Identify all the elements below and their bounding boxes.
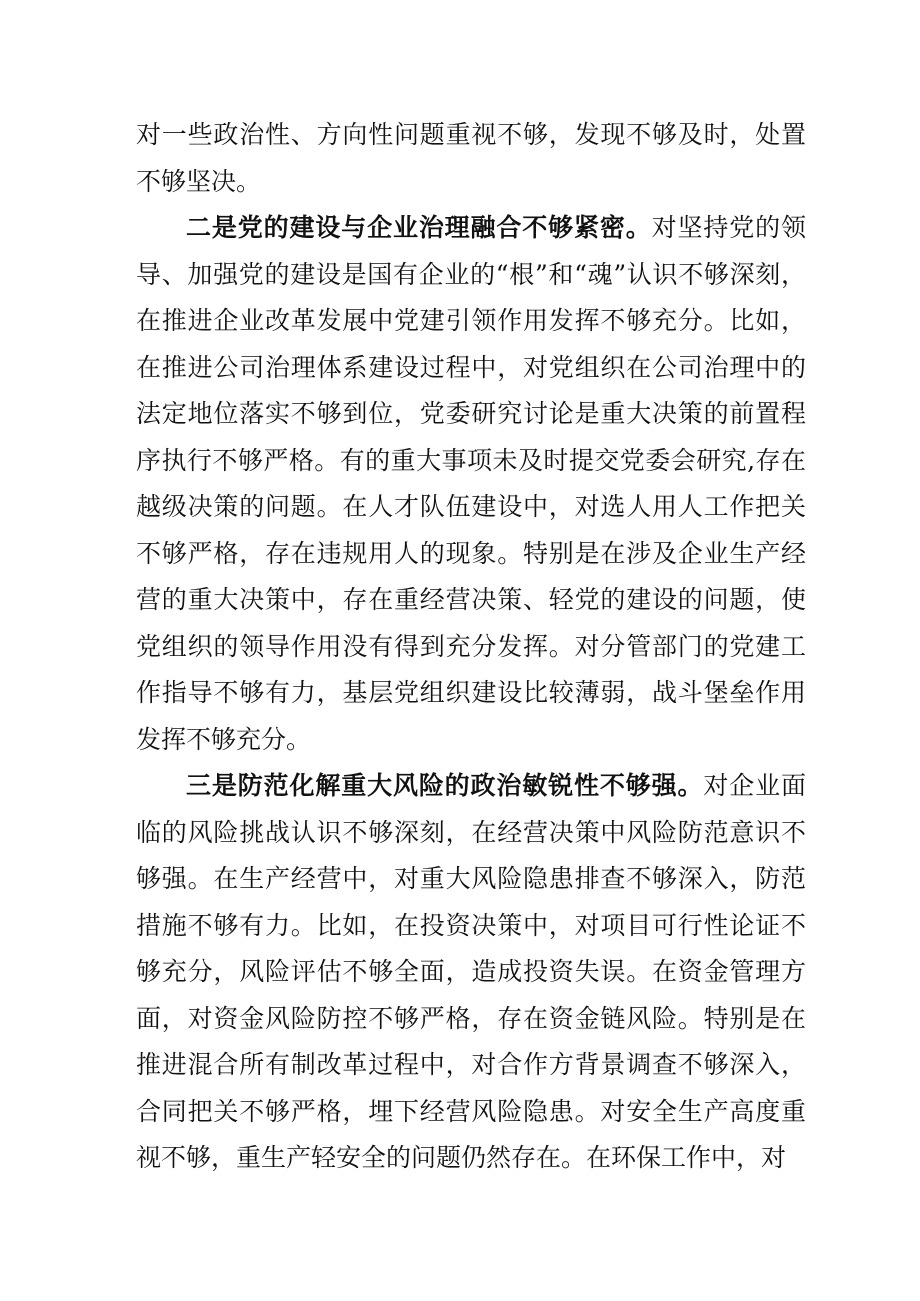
paragraph-heading: 三是防范化解重大风险的政治敏锐性不够强。 [186,771,704,800]
paragraph-heading: 二是党的建设与企业治理融合不够紧密。 [186,213,652,242]
paragraph-text: 对企业面临的风险挑战认识不够深刻，在经营决策中风险防范意识不够强。在生产经营中，对重大风险隐患排查不够深入，防范措施不够有力。比如，在投资决策中，对项目可行性论证不够充分，风险评估不够全面，造成投资失误。在资金管理方面，对资金风险防控不够严格，存在资金链风险。特别是在推进混合所有制改革过程中，对合作方背景调查不够深入，合同把关不够严格，埋下经营风险隐患。对安全生产高度重视不够，重生产轻安全的问题仍然存在。在环保工作中，对 [136,771,806,1172]
document-body [136,112,806,1182]
paragraph-text: 对坚持党的领导、加强党的建设是国有企业的“根”和“魂”认识不够深刻，在推进企业改革发展中党建引领作用发挥不够充分。比如，在推进公司治理体系建设过程中，对党组织在公司治理中的法定地位落实不够到位，党委研究讨论是重大决策的前置程序执行不够严格。有的重大事项未及时提交党委会研究,存在越级决策的问题。在人才队伍建设中，对选人用人工作把关不够严格，存在违规用人的现象。特别是在涉及企业生产经营的重大决策中，存在重经营决策、轻党的建设的问题，使党组织的领导作用没有得到充分发挥。对分管部门的党建工作指导不够有力，基层党组织建设比较薄弱，战斗堡垒作用发挥不够充分。 [136,213,806,754]
paragraph-continuation [136,112,806,205]
paragraph-risk-prevention [136,763,806,1182]
paragraph-party-building [136,205,806,763]
paragraph-text: 对一些政治性、方向性问题重视不够，发现不够及时，处置不够坚决。 [136,120,806,196]
